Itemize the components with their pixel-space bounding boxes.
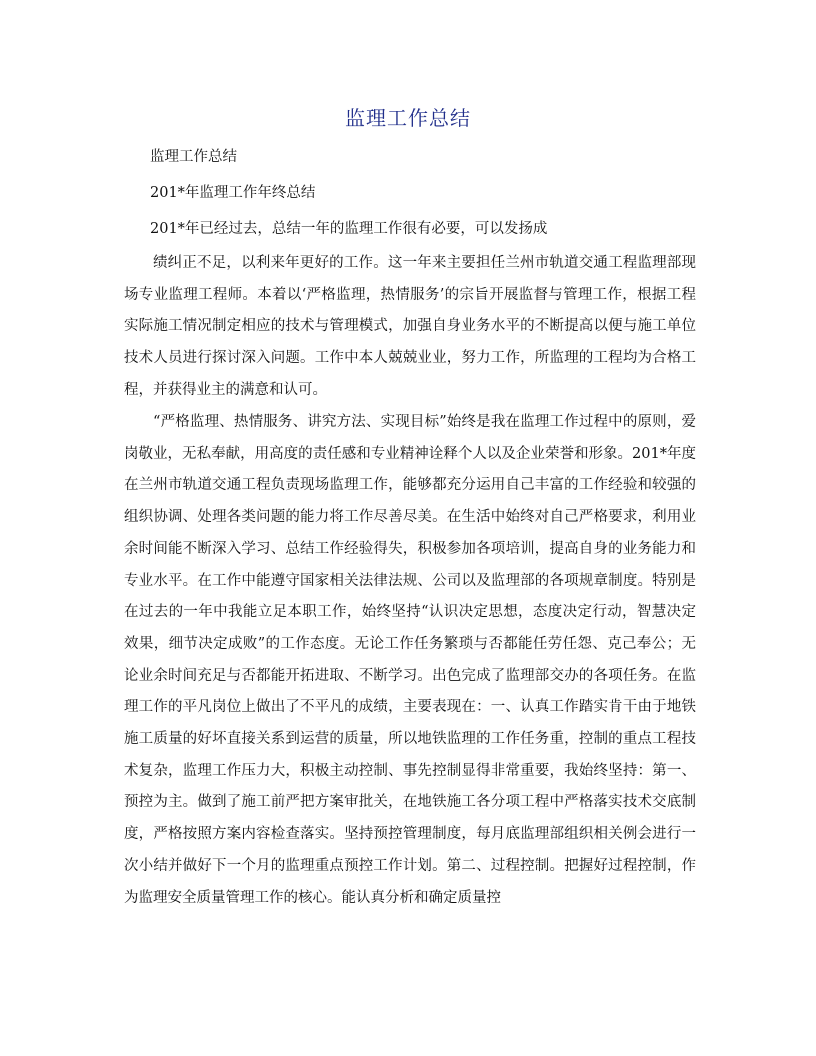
subtitle-line: 监理工作总结 — [150, 149, 237, 165]
paragraph-2: “严格监理、热情服务、讲究方法、实现目标”始终是我在监理工作过程中的原则，爱岗敬业，无私奉献，用高度的责任感和专业精神诠释个人以及企业荣誉和形象。201*年度在兰州市轨道交通工程负责现场监理工作，能够都充分运用自己丰富的工作经验和较强的组织协调、处理各类问题的能力将工作尽善尽美。在生活中始终对自己严格要求，利用业余时间能不断深入学习、总结工作经验得失，积极参加各项培训，提高自身的业务能力和专业水平。在工作中能遵守国家相关法律法规、公司以及监理部的各项规章制度。特别是在过去的一年中我能立足本职工作，始终坚持“认识决定思想，态度决定行动，智慧决定效果，细节决定成败”的工作态度。无论工作任务繁琐与否都能任劳任怨、克己奉公；无论业余时间充足与否都能开拓进取、不断学习。出色完成了监理部交办的各项任务。在监理工作的平凡岗位上做出了不平凡的成绩，主要表现在：一、认真工作踏实肯干由于地铁施工质量的好坏直接关系到运营的质量，所以地铁监理的工作任务重，控制的重点工程技术复杂，监理工作压力大，积极主动控制、事先控制显得非常重要，我始终坚持：第一、预控为主。做到了施工前严把方案审批关，在地铁施工各分项工程中严格落实技术交底制度，严格按照方案内容检查落实。坚持预控管理制度，每月底监理部组织相关例会进行一次小结并做好下一个月的监理重点预控工作计划。第二、过程控制。把握好过程控制，作为监理安全质量管理工作的核心。能认真分析和确定质量控 — [124, 414, 696, 906]
intro-line: 201*年已经过去，总结一年的监理工作很有必要，可以发扬成 — [150, 221, 548, 237]
paragraph-1: 绩纠正不足，以利来年更好的工作。这一年来主要担任兰州市轨道交通工程监理部现场专业监理工程师。本着以‘严格监理，热情服务’的宗旨开展监督与管理工作，根据工程实际施工情况制定相应的技术与管理模式，加强自身业务水平的不断提高以便与施工单位技术人员进行探讨深入问题。工作中本人兢兢业业，努力工作，所监理的工程均为合格工程，并获得业主的满意和认可。 — [124, 255, 696, 398]
heading-line: 201*年监理工作年终总结 — [150, 185, 316, 201]
document-title: 监理工作总结 — [345, 106, 471, 130]
